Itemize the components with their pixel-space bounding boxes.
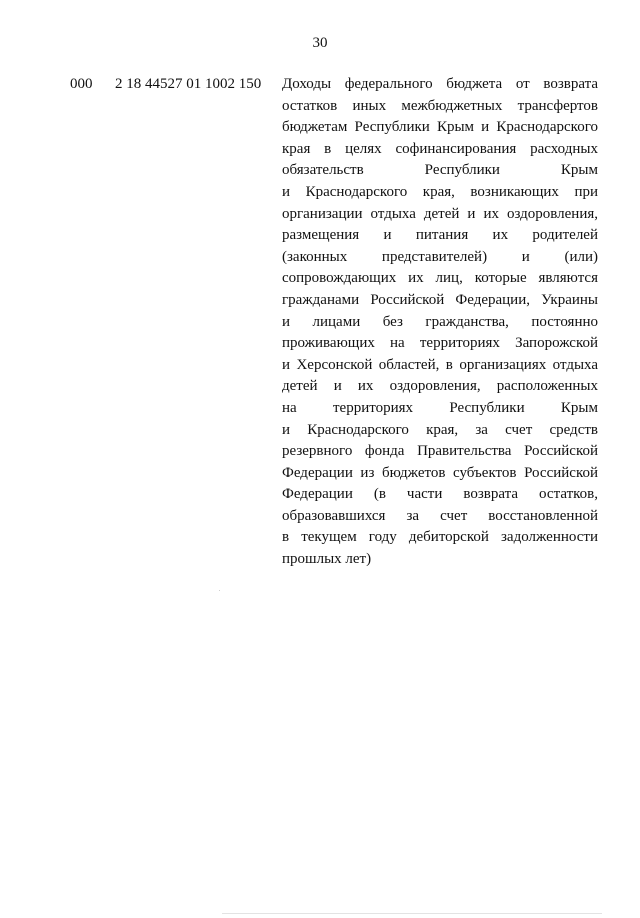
description-line: организации отдыха детей и их оздоровления, [282,205,598,222]
scan-speck [219,590,220,591]
page-number: 30 [312,35,328,51]
administrator-code: 000 [70,76,93,92]
description-line: Доходы федерального бюджета от возврата [282,76,598,92]
budget-classification-code: 2 18 44527 01 1002 150 [115,76,262,92]
description-line: размещения и питания их родителей [282,227,598,244]
description-line: прошлых лет) [282,551,372,568]
description-line: гражданами Российской Федерации, Украины [282,291,598,308]
description-line: сопровождающих их лиц, которые являются [282,270,598,287]
description-line: в текущем году дебиторской задолженности [282,529,598,546]
description-line: (законных представителей) и (или) [282,248,598,265]
description-line: обязательств Республики Крым [282,162,598,179]
description-line: проживающих на территориях Запорожской [282,335,598,352]
description-line: остатков иных межбюджетных трансфертов [282,97,598,114]
description-line: бюджетам Республики Крым и Краснодарского [282,119,598,136]
description-line: и лицами без гражданства, постоянно [282,313,598,330]
description-line: детей и их оздоровления, расположенных [282,378,598,395]
scan-edge-line [222,913,602,914]
description-line: Федерации (в части возврата остатков, [282,486,598,503]
description-line: и Краснодарского края, за счет средств [282,421,598,438]
description-line: и Краснодарского края, возникающих при [282,183,598,200]
budget-classification-row [70,74,600,568]
description-line: образовавшихся за счет восстановленной [282,507,598,524]
description-line: на территориях Республики Крым [282,399,598,416]
description-line: резервного фонда Правительства Российской [282,443,598,460]
description-line: края в целях софинансирования расходных [282,140,598,157]
description-line: и Херсонской областей, в организациях отдыха [282,356,598,373]
description-line: Федерации из бюджетов субъектов Российской [282,464,598,481]
income-description [282,74,598,571]
